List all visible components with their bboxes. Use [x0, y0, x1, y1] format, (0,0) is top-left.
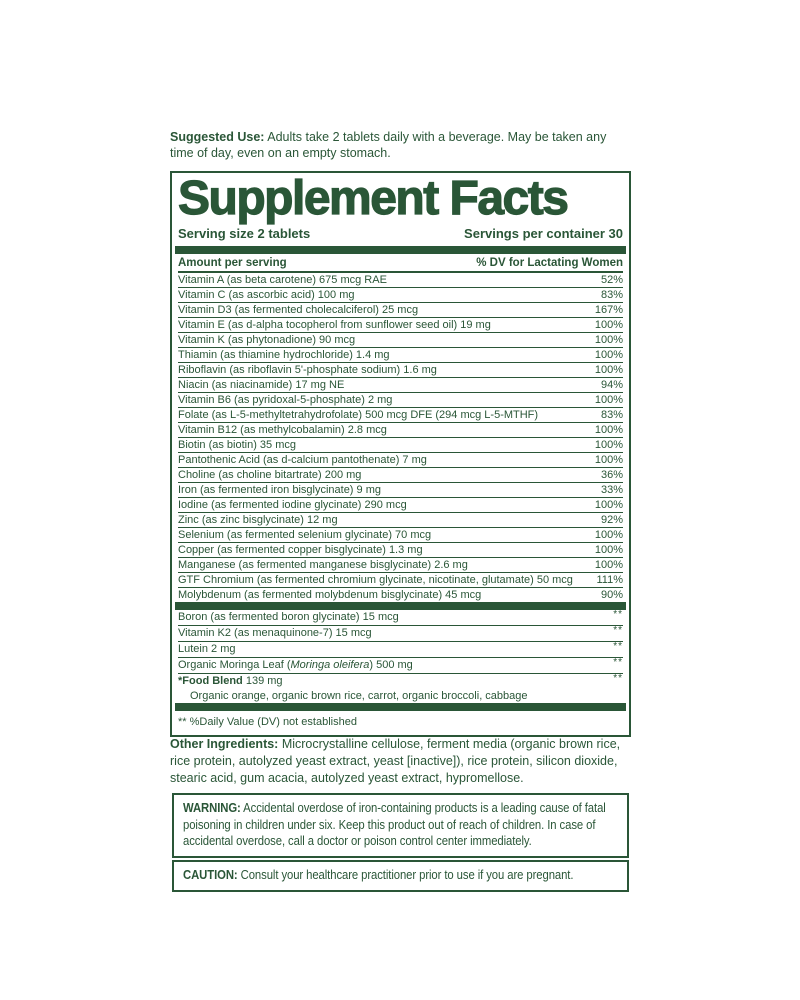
table-row: [178, 407, 623, 422]
nutrient-name: *Food Blend 139 mg: [178, 675, 283, 687]
food-blend-ingredients: Organic orange, organic brown rice, carrot, organic broccoli, cabbage: [190, 690, 528, 702]
nutrient-dv: 92%: [600, 514, 623, 526]
nutrient-name: Vitamin C (as ascorbic acid) 100 mg: [178, 289, 355, 301]
nutrient-dv: 100%: [594, 529, 623, 541]
suggested-use-label: Suggested Use:: [170, 130, 265, 144]
nutrient-dv: **: [613, 657, 623, 668]
nutrient-name: Riboflavin (as riboflavin 5'-phosphate sodium) 1.6 mg: [178, 364, 437, 376]
table-row: [178, 542, 623, 557]
nutrient-table-main: [178, 273, 623, 602]
table-row: [178, 610, 623, 625]
nutrient-name: Pantothenic Acid (as d-calcium pantothenate) 7 mg: [178, 454, 427, 466]
table-row: [178, 572, 623, 587]
nutrient-dv: 100%: [594, 499, 623, 511]
other-ingredients-label: Other Ingredients:: [170, 737, 279, 751]
divider-bar-middle: [175, 602, 626, 610]
table-row: [178, 437, 623, 452]
table-row: [178, 377, 623, 392]
nutrient-name: Vitamin E (as d-alpha tocopherol from sunflower seed oil) 19 mg: [178, 319, 491, 331]
nutrient-dv: 167%: [594, 304, 623, 316]
nutrient-dv: **: [613, 625, 623, 636]
warning-box: [172, 793, 629, 858]
caution-box: [172, 860, 629, 892]
table-row: [178, 482, 623, 497]
nutrient-name: Zinc (as zinc bisglycinate) 12 mg: [178, 514, 338, 526]
nutrient-dv: 111%: [596, 574, 623, 586]
nutrient-name: Lutein 2 mg: [178, 643, 236, 655]
nutrient-name: Vitamin B12 (as methylcobalamin) 2.8 mcg: [178, 424, 387, 436]
nutrient-name: Manganese (as fermented manganese bisglycinate) 2.6 mg: [178, 559, 468, 571]
table-row: [178, 512, 623, 527]
table-row: [178, 392, 623, 407]
servings-per-container: Servings per container 30: [464, 226, 623, 241]
nutrient-name: Choline (as choline bitartrate) 200 mg: [178, 469, 362, 481]
table-row: [178, 332, 623, 347]
nutrient-name: Selenium (as fermented selenium glycinate) 70 mcg: [178, 529, 432, 541]
table-row: [178, 657, 623, 673]
table-row: [178, 497, 623, 512]
suggested-use-text: Adults take 2 tablets daily with a beverage. May be taken any time of day, even on an empty stomach.: [170, 130, 607, 160]
nutrient-name: Copper (as fermented copper bisglycinate) 1.3 mg: [178, 544, 423, 556]
nutrient-dv: 33%: [600, 484, 623, 496]
table-row: [178, 452, 623, 467]
nutrient-dv: 100%: [594, 424, 623, 436]
table-row: [178, 467, 623, 482]
table-row: [178, 641, 623, 657]
dv-footnote: ** %Daily Value (DV) not established: [178, 716, 357, 728]
table-row: [178, 587, 623, 602]
nutrient-name: Niacin (as niacinamide) 17 mg NE: [178, 379, 345, 391]
nutrient-name: Boron (as fermented boron glycinate) 15 mcg: [178, 611, 399, 623]
nutrient-name: Thiamin (as thiamine hydrochloride) 1.4 mg: [178, 349, 390, 361]
nutrient-dv: 90%: [600, 589, 623, 601]
table-row: [178, 527, 623, 542]
table-row: [178, 302, 623, 317]
caution-label: CAUTION:: [183, 867, 238, 882]
warning-text: Accidental overdose of iron-containing products is a leading cause of fatal poisoning in children under six. Keep this product out of reach of children. In case of accidental overdose, call a doctor or poison control center immediately.: [183, 800, 606, 848]
nutrient-name: Molybdenum (as fermented molybdenum bisglycinate) 45 mcg: [178, 589, 482, 601]
nutrient-name: Iodine (as fermented iodine glycinate) 290 mcg: [178, 499, 407, 511]
amount-column-header: Amount per serving: [178, 257, 287, 269]
nutrient-name: Vitamin K (as phytonadione) 90 mcg: [178, 334, 356, 346]
other-ingredients-text: Microcrystalline cellulose, ferment media (organic brown rice, rice protein, autolyzed yeast extract, yeast [inactive]), rice protein, silicon dioxide, stearic acid, gum acacia, autolyzed yeast extract, hypromellose.: [170, 737, 621, 785]
caution-text: Consult your healthcare practitioner prior to use if you are pregnant.: [237, 867, 574, 882]
table-row: [178, 557, 623, 572]
table-row: [178, 273, 623, 287]
nutrient-name: Organic Moringa Leaf (Moringa oleifera) 500 mg: [178, 659, 413, 671]
nutrient-dv: 100%: [594, 439, 623, 451]
warning-label: WARNING:: [183, 800, 241, 815]
nutrient-dv: 83%: [600, 289, 623, 301]
nutrient-name: Folate (as L-5-methyltetrahydrofolate) 500 mcg DFE (294 mcg L-5-MTHF): [178, 409, 539, 421]
table-row: [178, 625, 623, 641]
serving-size: Serving size 2 tablets: [178, 226, 311, 241]
nutrient-name: Vitamin A (as beta carotene) 675 mcg RAE: [178, 274, 387, 286]
supplement-facts-panel: [170, 171, 631, 737]
nutrient-dv: 100%: [594, 319, 623, 331]
nutrient-dv: 36%: [600, 469, 623, 481]
nutrient-dv: 100%: [594, 349, 623, 361]
table-row: [178, 287, 623, 302]
nutrient-dv: 94%: [600, 379, 623, 391]
nutrient-name: Vitamin B6 (as pyridoxal-5-phosphate) 2 mg: [178, 394, 393, 406]
table-row: [178, 422, 623, 437]
table-row: [178, 673, 623, 689]
nutrient-dv: 100%: [594, 334, 623, 346]
nutrient-dv: 100%: [594, 544, 623, 556]
nutrient-dv: **: [613, 673, 623, 684]
nutrient-dv: 100%: [594, 559, 623, 571]
nutrient-dv: 83%: [600, 409, 623, 421]
nutrient-dv: 100%: [594, 364, 623, 376]
divider-bar-top: [175, 246, 626, 254]
table-row: [178, 347, 623, 362]
warning-text-wrap: [183, 800, 618, 850]
nutrient-dv: **: [613, 609, 623, 620]
nutrient-dv: 100%: [594, 454, 623, 466]
dv-column-header: % DV for Lactating Women: [476, 257, 623, 269]
nutrient-table-secondary: [178, 610, 623, 703]
nutrient-name: Iron (as fermented iron bisglycinate) 9 mg: [178, 484, 381, 496]
caution-text-wrap: [183, 867, 618, 884]
nutrient-dv: **: [613, 641, 623, 652]
table-row: [178, 317, 623, 332]
nutrient-name: Biotin (as biotin) 35 mcg: [178, 439, 296, 451]
nutrient-name: Vitamin K2 (as menaquinone-7) 15 mcg: [178, 627, 372, 639]
nutrient-dv: 52%: [600, 274, 623, 286]
other-ingredients: [170, 736, 634, 787]
table-row: [178, 362, 623, 377]
divider-bar-bottom: [175, 703, 626, 711]
supplement-facts-title: Supplement Facts: [178, 172, 568, 225]
serving-row: [178, 223, 623, 246]
suggested-use: [170, 129, 632, 161]
nutrient-name: Vitamin D3 (as fermented cholecalciferol) 25 mcg: [178, 304, 419, 316]
nutrient-name: GTF Chromium (as fermented chromium glycinate, nicotinate, glutamate) 50 mcg: [178, 574, 573, 586]
nutrient-dv: 100%: [594, 394, 623, 406]
column-header-row: [178, 254, 623, 273]
